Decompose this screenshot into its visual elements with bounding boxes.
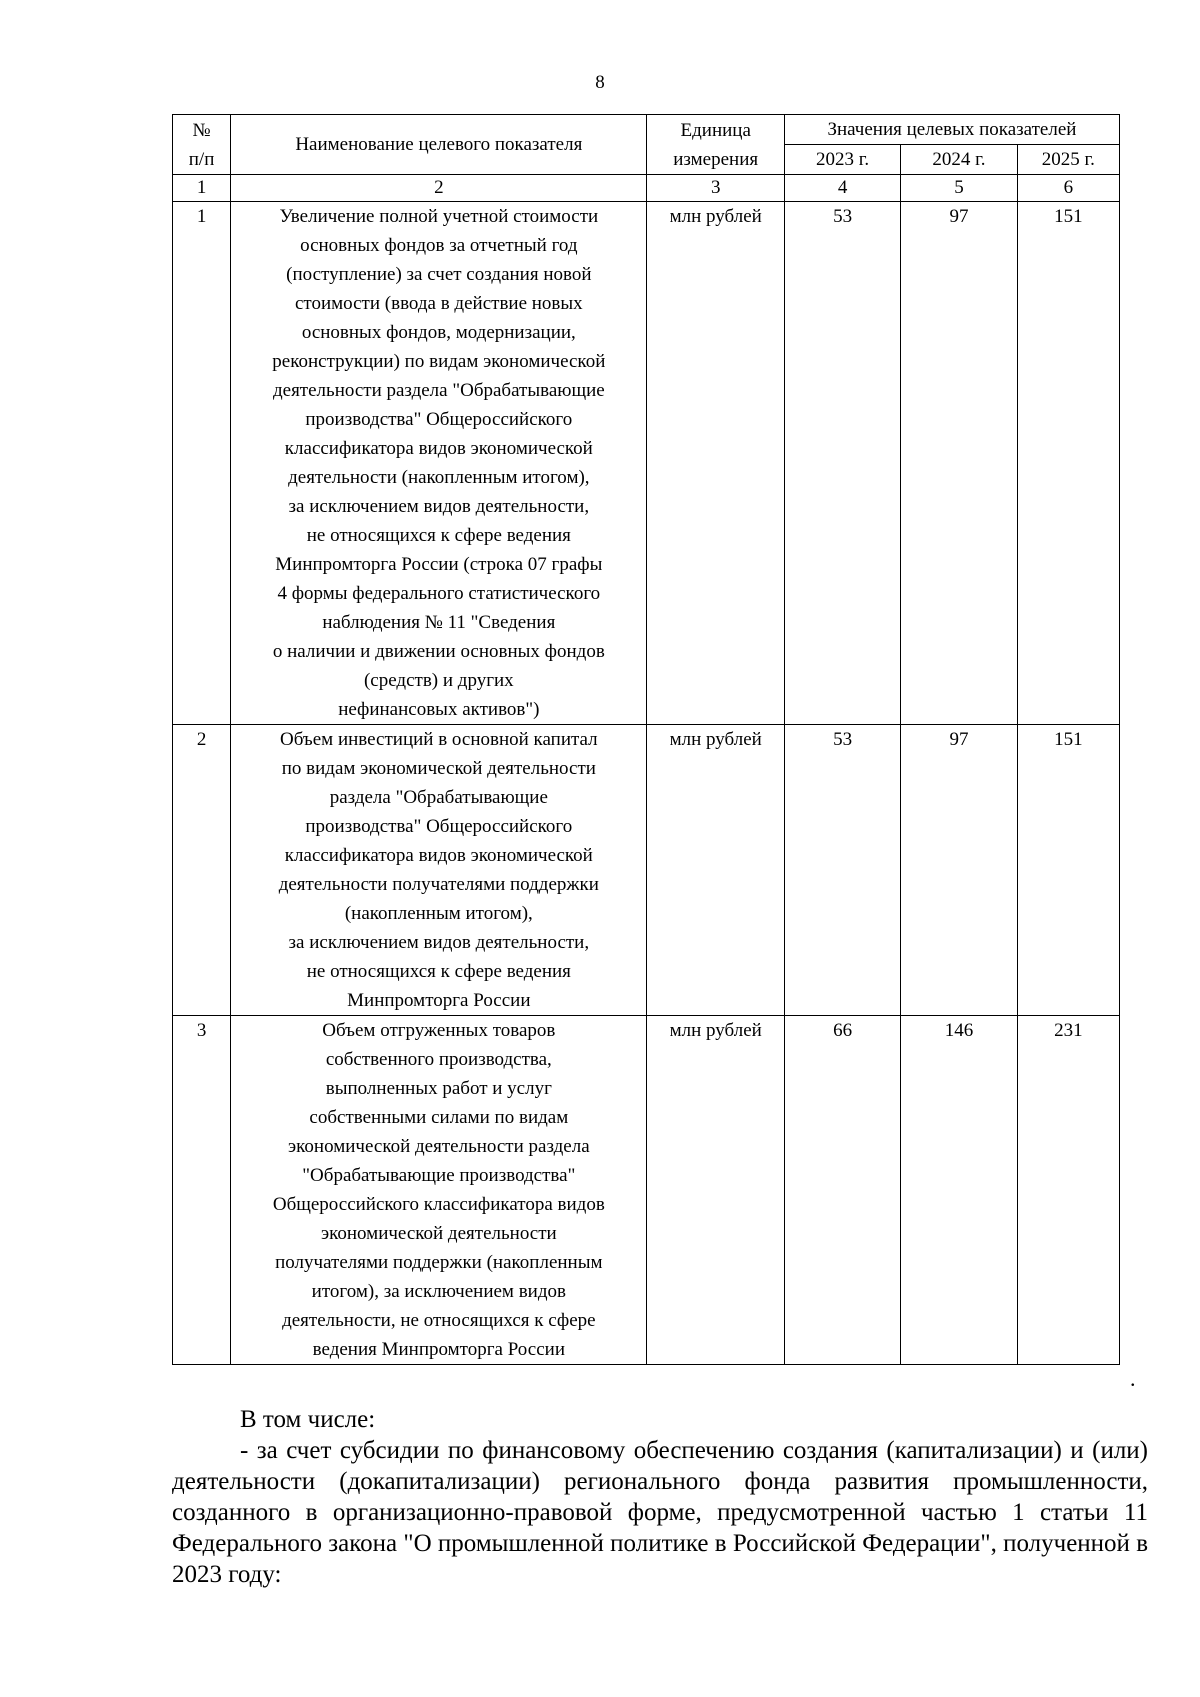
indicator-name-line: основных фондов за отчетный год <box>300 235 578 256</box>
indicator-name-line: Минпромторга России <box>347 990 531 1011</box>
column-number: 4 <box>784 175 900 202</box>
indicator-name-line: производства" Общероссийского <box>305 409 573 430</box>
header-unit: Единица измерения <box>647 115 784 175</box>
indicator-name-line: Объем инвестиций в основной капитал <box>280 729 598 750</box>
indicator-name-line: основных фондов, модернизации, <box>301 322 576 343</box>
indicator-name-line: наблюдения № 11 "Сведения <box>322 612 556 633</box>
indicator-name-line: собственного производства, <box>325 1049 552 1070</box>
indicator-name-line: по видам экономической деятельности <box>281 758 596 779</box>
indicator-name-line: раздела "Обрабатывающие <box>329 787 548 808</box>
header-year-2023: 2023 г. <box>784 145 900 175</box>
indicator-name-line: деятельности получателями поддержки <box>278 874 599 895</box>
indicator-name-line: получателями поддержки (накопленным <box>275 1252 603 1273</box>
indicator-name-line: реконструкции) по видам экономической <box>272 351 606 372</box>
row-name-cell <box>231 1016 647 1365</box>
row-num-cell: 1 <box>173 202 231 725</box>
including-label: В том числе: <box>240 1406 376 1433</box>
indicator-name-line: о наличии и движении основных фондов <box>272 641 605 662</box>
table-row <box>173 202 1120 725</box>
indicator-name-line: деятельности (накопленным итогом), <box>288 467 590 488</box>
indicator-name-line: Общероссийского классификатора видов <box>272 1194 605 1215</box>
row-unit-cell: млн рублей <box>647 725 784 1016</box>
header-values-group: Значения целевых показателей <box>784 115 1119 145</box>
indicator-name-line: Объем отгруженных товаров <box>322 1020 556 1041</box>
column-number: 5 <box>901 175 1017 202</box>
table-row <box>173 1016 1120 1365</box>
indicator-name-line: не относящихся к сфере ведения <box>306 961 571 982</box>
row-value-2025: 151 <box>1017 202 1119 725</box>
trailing-dot: . <box>1130 1366 1136 1391</box>
indicator-name-line: деятельности, не относящихся к сфере <box>282 1310 596 1331</box>
column-number: 3 <box>647 175 784 202</box>
header-name: Наименование целевого показателя <box>231 115 647 175</box>
header-num: № п/п <box>173 115 231 175</box>
subsidy-paragraph: - за счет субсидии по финансовому обеспечению создания (капитализации) и (или) деятельности (докапитализации) регионального фонда развития промышленности, созданного в организационно-правовой форме, предусмотренной частью 1 статьи 11 Федерального закона "О промышленной политике в Российской Федерации", полученной в 2023 году: <box>172 1437 1148 1588</box>
indicator-name-line: собственными силами по видам <box>309 1107 569 1128</box>
indicator-name-line: (средств) и других <box>363 670 514 691</box>
row-unit-cell: млн рублей <box>647 1016 784 1365</box>
indicator-name-line: производства" Общероссийского <box>305 816 573 837</box>
header-year-2025: 2025 г. <box>1017 145 1119 175</box>
indicator-name-line: выполненных работ и услуг <box>325 1078 552 1099</box>
row-value-2024: 97 <box>901 725 1017 1016</box>
indicator-name-line: "Обрабатывающие производства" <box>302 1165 576 1186</box>
indicator-name-line: стоимости (ввода в действие новых <box>294 293 583 314</box>
indicator-name-line: деятельности раздела "Обрабатывающие <box>272 380 605 401</box>
indicator-name-line: (накопленным итогом), <box>344 903 533 924</box>
row-name-cell <box>231 725 647 1016</box>
column-number: 1 <box>173 175 231 202</box>
row-name-cell <box>231 202 647 725</box>
indicator-name-line: не относящихся к сфере ведения <box>306 525 571 546</box>
row-value-2024: 146 <box>901 1016 1017 1365</box>
indicator-name-line: Увеличение полной учетной стоимости <box>279 206 599 227</box>
indicator-name-line: (поступление) за счет создания новой <box>286 264 592 285</box>
indicator-name-line: экономической деятельности <box>320 1223 557 1244</box>
row-value-2023: 66 <box>784 1016 900 1365</box>
row-value-2025: 151 <box>1017 725 1119 1016</box>
indicator-name-line: итогом), за исключением видов <box>311 1281 566 1302</box>
row-value-2023: 53 <box>784 725 900 1016</box>
target-indicators-table <box>172 114 1120 1365</box>
row-unit-cell: млн рублей <box>647 202 784 725</box>
row-num-cell: 3 <box>173 1016 231 1365</box>
column-number-row <box>173 175 1120 202</box>
indicator-name-line: классификатора видов экономической <box>284 438 593 459</box>
indicator-name-line: экономической деятельности раздела <box>288 1136 590 1157</box>
row-num-cell: 2 <box>173 725 231 1016</box>
indicator-name-line: нефинансовых активов") <box>338 699 540 720</box>
indicator-name-line: ведения Минпромторга России <box>312 1339 565 1360</box>
row-value-2024: 97 <box>901 202 1017 725</box>
indicator-name-line: Минпромторга России (строка 07 графы <box>275 554 603 575</box>
row-value-2025: 231 <box>1017 1016 1119 1365</box>
row-value-2023: 53 <box>784 202 900 725</box>
page-number: 8 <box>595 72 605 93</box>
column-number: 2 <box>231 175 647 202</box>
body-text <box>172 1404 1148 1590</box>
indicator-name-line: за исключением видов деятельности, <box>288 496 590 517</box>
indicator-name-line: за исключением видов деятельности, <box>288 932 590 953</box>
indicator-name-line: 4 формы федерального статистического <box>277 583 601 604</box>
header-year-2024: 2024 г. <box>901 145 1017 175</box>
indicator-name-line: классификатора видов экономической <box>284 845 593 866</box>
column-number: 6 <box>1017 175 1119 202</box>
table-row <box>173 725 1120 1016</box>
